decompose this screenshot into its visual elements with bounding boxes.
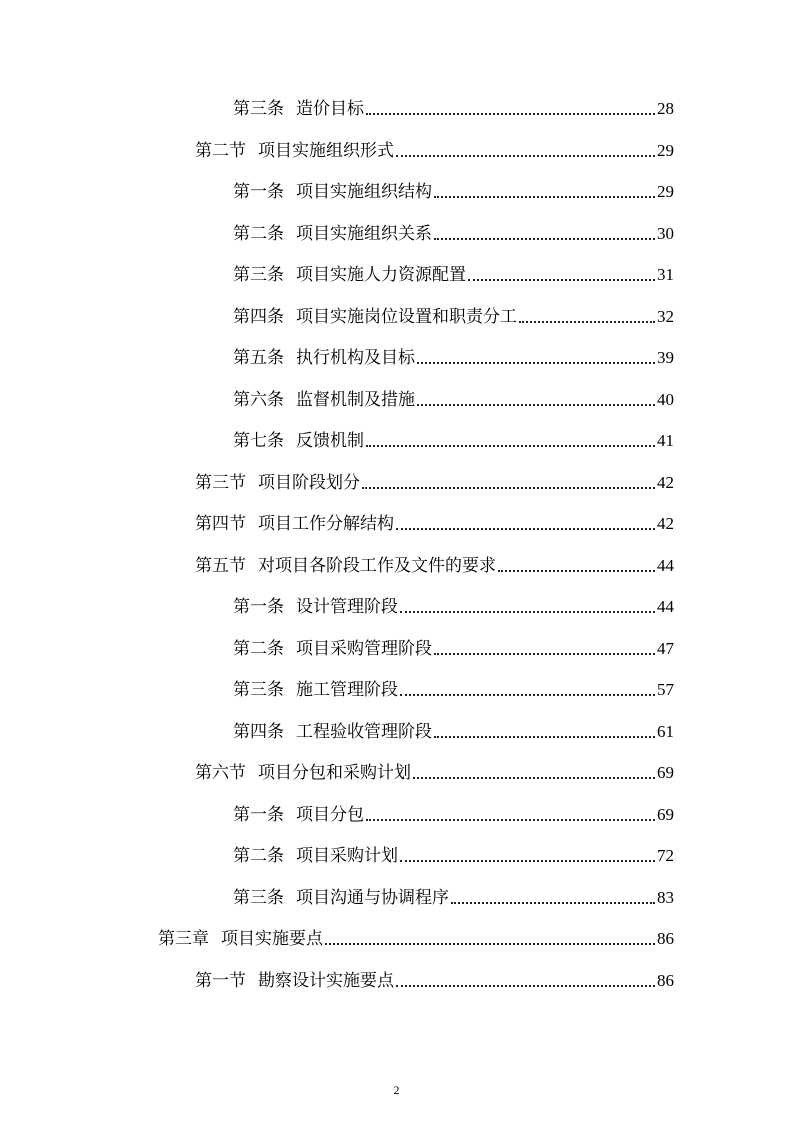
toc-entry-number: 第二条 <box>233 846 284 866</box>
toc-entry-title: 造价目标 <box>296 99 364 119</box>
toc-entry-number: 第三条 <box>233 99 284 119</box>
toc-entry-page: 69 <box>657 763 674 782</box>
toc-entry-title: 项目工作分解结构 <box>258 514 394 534</box>
dot-leader <box>366 445 655 447</box>
toc-entry[interactable] <box>233 338 674 378</box>
toc-entry-page: 40 <box>657 390 674 409</box>
toc-entry-title: 执行机构及目标 <box>296 348 415 368</box>
dot-leader <box>434 736 655 738</box>
toc-entry-title: 反馈机制 <box>296 431 364 451</box>
toc-entry-page: 41 <box>657 431 674 450</box>
toc-entry-page: 61 <box>657 722 674 741</box>
toc-entry-page: 72 <box>657 846 674 865</box>
dot-leader <box>396 985 655 987</box>
toc-entry-page: 29 <box>657 182 674 201</box>
toc-entry-number: 第五节 <box>195 556 246 576</box>
dot-leader <box>417 362 655 364</box>
toc-entry-page: 86 <box>657 929 674 948</box>
toc-entry-number: 第三条 <box>233 888 284 908</box>
toc-entry-page: 42 <box>657 514 674 533</box>
toc-entry-page: 69 <box>657 805 674 824</box>
dot-leader <box>434 653 655 655</box>
dot-leader <box>362 487 655 489</box>
dot-leader <box>400 860 655 862</box>
toc-entry-number: 第四条 <box>233 307 284 327</box>
toc-entry-title: 工程验收管理阶段 <box>296 722 432 742</box>
dot-leader <box>325 943 655 945</box>
toc-entry-number: 第一条 <box>233 805 284 825</box>
toc-entry-number: 第五条 <box>233 348 284 368</box>
toc-entry[interactable] <box>158 919 674 959</box>
toc-entry-page: 83 <box>657 888 674 907</box>
toc-entry[interactable] <box>195 463 674 503</box>
dot-leader <box>434 238 655 240</box>
toc-entry-number: 第四条 <box>233 722 284 742</box>
toc-entry-title: 设计管理阶段 <box>296 597 398 617</box>
toc-entry-number: 第三节 <box>195 473 246 493</box>
toc-entry[interactable] <box>195 961 674 1001</box>
toc-entry-page: 39 <box>657 348 674 367</box>
toc-entry-page: 42 <box>657 473 674 492</box>
toc-entry[interactable] <box>195 546 674 586</box>
toc-entry[interactable] <box>233 255 674 295</box>
toc-entry-number: 第一条 <box>233 182 284 202</box>
dot-leader <box>417 404 655 406</box>
toc-entry-title: 项目采购管理阶段 <box>296 639 432 659</box>
dot-leader <box>396 528 655 530</box>
toc-entry-title: 项目实施组织结构 <box>296 182 432 202</box>
toc-entry-page: 30 <box>657 224 674 243</box>
dot-leader <box>434 196 655 198</box>
dot-leader <box>413 777 655 779</box>
toc-entry-page: 57 <box>657 680 674 699</box>
toc-entry-number: 第二节 <box>195 141 246 161</box>
toc-entry-title: 项目沟通与协调程序 <box>296 888 449 908</box>
toc-entry-title: 项目实施人力资源配置 <box>296 265 466 285</box>
toc-entry[interactable] <box>233 836 674 876</box>
toc-entry-number: 第三条 <box>233 680 284 700</box>
toc-entry-title: 项目阶段划分 <box>258 473 360 493</box>
toc-entry-number: 第三章 <box>158 929 209 949</box>
toc-entry-number: 第一节 <box>195 971 246 991</box>
toc-entry-page: 32 <box>657 307 674 326</box>
toc-entry-page: 47 <box>657 639 674 658</box>
toc-entry-title: 施工管理阶段 <box>296 680 398 700</box>
dot-leader <box>366 113 655 115</box>
toc-entry[interactable] <box>233 89 674 129</box>
toc-entry-page: 44 <box>657 556 674 575</box>
toc-entry[interactable] <box>233 421 674 461</box>
toc-entry-number: 第七条 <box>233 431 284 451</box>
dot-leader <box>396 155 655 157</box>
toc-entry-title: 项目实施要点 <box>221 929 323 949</box>
dot-leader <box>366 819 655 821</box>
toc-entry-title: 监督机制及措施 <box>296 390 415 410</box>
toc-entry[interactable] <box>233 795 674 835</box>
toc-entry[interactable] <box>233 172 674 212</box>
toc-entry[interactable] <box>233 214 674 254</box>
toc-entry-title: 项目分包 <box>296 805 364 825</box>
toc-entry-title: 项目分包和采购计划 <box>258 763 411 783</box>
toc-entry[interactable] <box>233 712 674 752</box>
toc-entry-page: 86 <box>657 971 674 990</box>
toc-entry[interactable] <box>233 297 674 337</box>
toc-entry[interactable] <box>233 878 674 918</box>
toc-entry-page: 28 <box>657 99 674 118</box>
dot-leader <box>498 570 655 572</box>
page-number: 2 <box>393 1083 400 1097</box>
toc-entry-title: 项目实施组织关系 <box>296 224 432 244</box>
dot-leader <box>451 902 655 904</box>
toc-entry[interactable] <box>195 504 674 544</box>
dot-leader <box>400 694 655 696</box>
toc-entry-number: 第四节 <box>195 514 246 534</box>
toc-entry[interactable] <box>233 587 674 627</box>
toc-entry[interactable] <box>233 380 674 420</box>
toc-entry-number: 第二条 <box>233 224 284 244</box>
dot-leader <box>519 321 655 323</box>
toc-entry-number: 第二条 <box>233 639 284 659</box>
toc-entry-title: 勘察设计实施要点 <box>258 971 394 991</box>
dot-leader <box>468 279 655 281</box>
toc-entry-title: 项目实施岗位设置和职责分工 <box>296 307 517 327</box>
toc-entry-title: 项目实施组织形式 <box>258 141 394 161</box>
toc-entry-title: 对项目各阶段工作及文件的要求 <box>258 556 496 576</box>
toc-entry-title: 项目采购计划 <box>296 846 398 866</box>
toc-entry-page: 31 <box>657 265 674 284</box>
toc-entry-page: 29 <box>657 141 674 160</box>
toc-entry-number: 第一条 <box>233 597 284 617</box>
toc-entry[interactable] <box>195 753 674 793</box>
toc-entry-number: 第六条 <box>233 390 284 410</box>
toc-entry[interactable] <box>233 629 674 669</box>
toc-entry-page: 44 <box>657 597 674 616</box>
toc-entry[interactable] <box>195 131 674 171</box>
toc-entry-number: 第六节 <box>195 763 246 783</box>
toc-entry-number: 第三条 <box>233 265 284 285</box>
dot-leader <box>400 611 655 613</box>
toc-entry[interactable] <box>233 670 674 710</box>
